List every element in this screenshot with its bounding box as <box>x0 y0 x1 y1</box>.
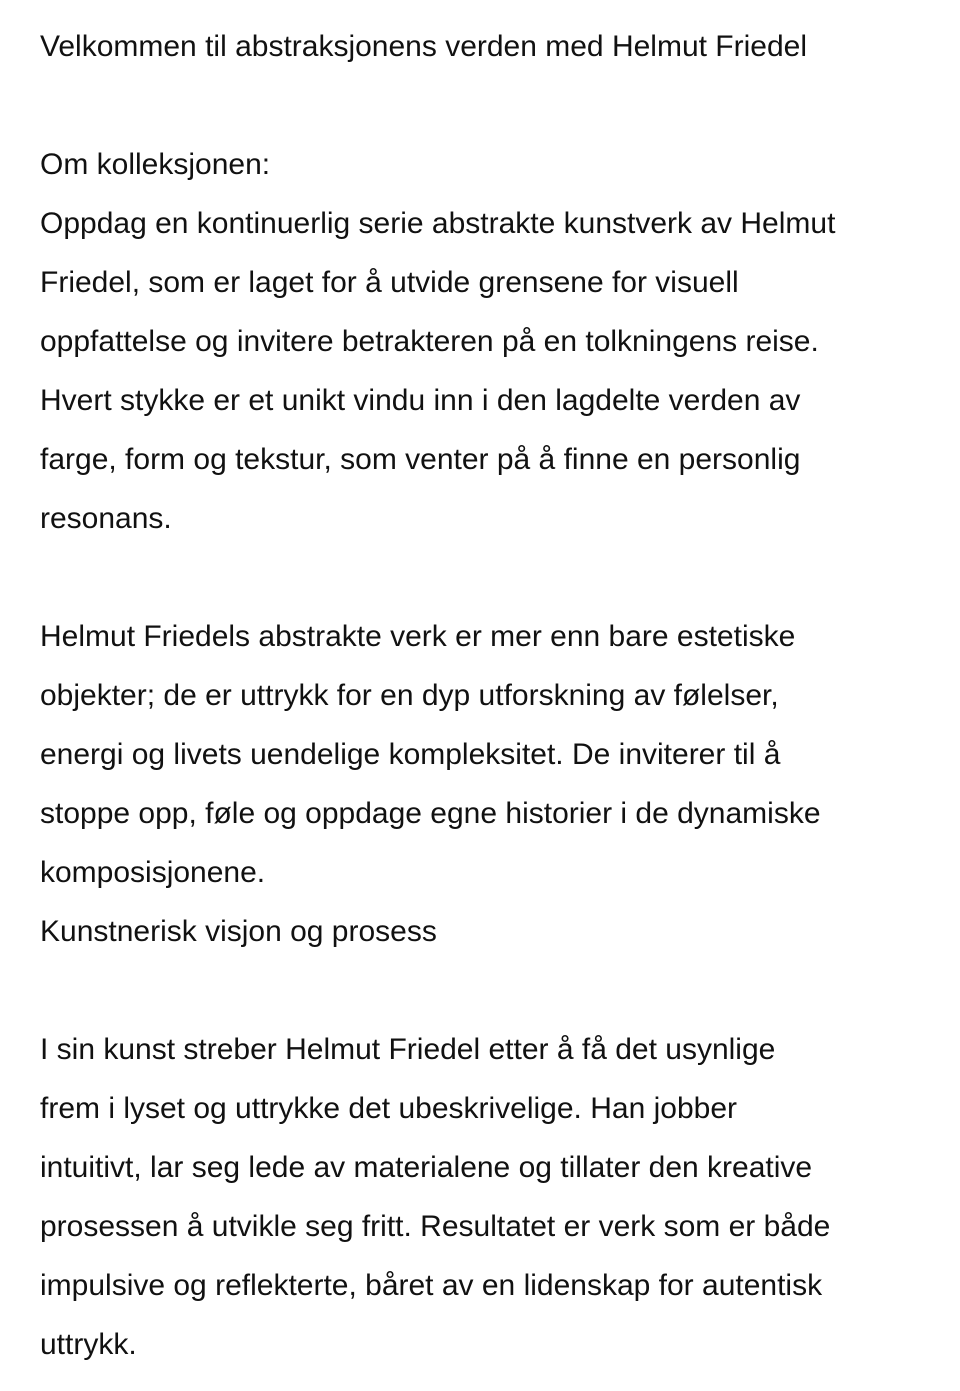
spacer <box>40 961 930 1020</box>
paragraph-1 <box>40 194 930 548</box>
document-body <box>40 17 930 1374</box>
text-line: I sin kunst streber Helmut Friedel etter å få det usynlige <box>40 1033 776 1066</box>
page-title: Velkommen til abstraksjonens verden med Helmut Friedel <box>40 30 808 63</box>
spacer <box>40 548 930 607</box>
paragraph-3 <box>40 1020 930 1374</box>
text-line: energi og livets uendelige kompleksitet. De inviterer til å <box>40 738 781 771</box>
text-line: Oppdag en kontinuerlig serie abstrakte kunstverk av Helmut <box>40 207 836 240</box>
text-line: oppfattelse og invitere betrakteren på en tolkningens reise. <box>40 325 819 358</box>
section-heading: Om kolleksjonen: <box>40 148 271 181</box>
text-line: intuitivt, lar seg lede av materialene og tillater den kreative <box>40 1151 813 1184</box>
text-line: impulsive og reflekterte, båret av en lidenskap for autentisk <box>40 1269 823 1302</box>
paragraph-2 <box>40 607 930 902</box>
text-line: frem i lyset og uttrykke det ubeskrivelige. Han jobber <box>40 1092 737 1125</box>
text-line: farge, form og tekstur, som venter på å finne en personlig <box>40 443 801 476</box>
text-line: resonans. <box>40 502 172 535</box>
text-line: komposisjonene. <box>40 856 266 889</box>
spacer <box>40 76 930 135</box>
text-line: Hvert stykke er et unikt vindu inn i den lagdelte verden av <box>40 384 801 417</box>
text-line: stoppe opp, føle og oppdage egne historier i de dynamiske <box>40 797 821 830</box>
text-line: Helmut Friedels abstrakte verk er mer enn bare estetiske <box>40 620 796 653</box>
text-line: Friedel, som er laget for å utvide grensene for visuell <box>40 266 739 299</box>
text-line: prosessen å utvikle seg fritt. Resultatet er verk som er både <box>40 1210 831 1243</box>
text-line: objekter; de er uttrykk for en dyp utforskning av følelser, <box>40 679 779 712</box>
subheading: Kunstnerisk visjon og prosess <box>40 915 437 948</box>
text-line: uttrykk. <box>40 1328 137 1361</box>
